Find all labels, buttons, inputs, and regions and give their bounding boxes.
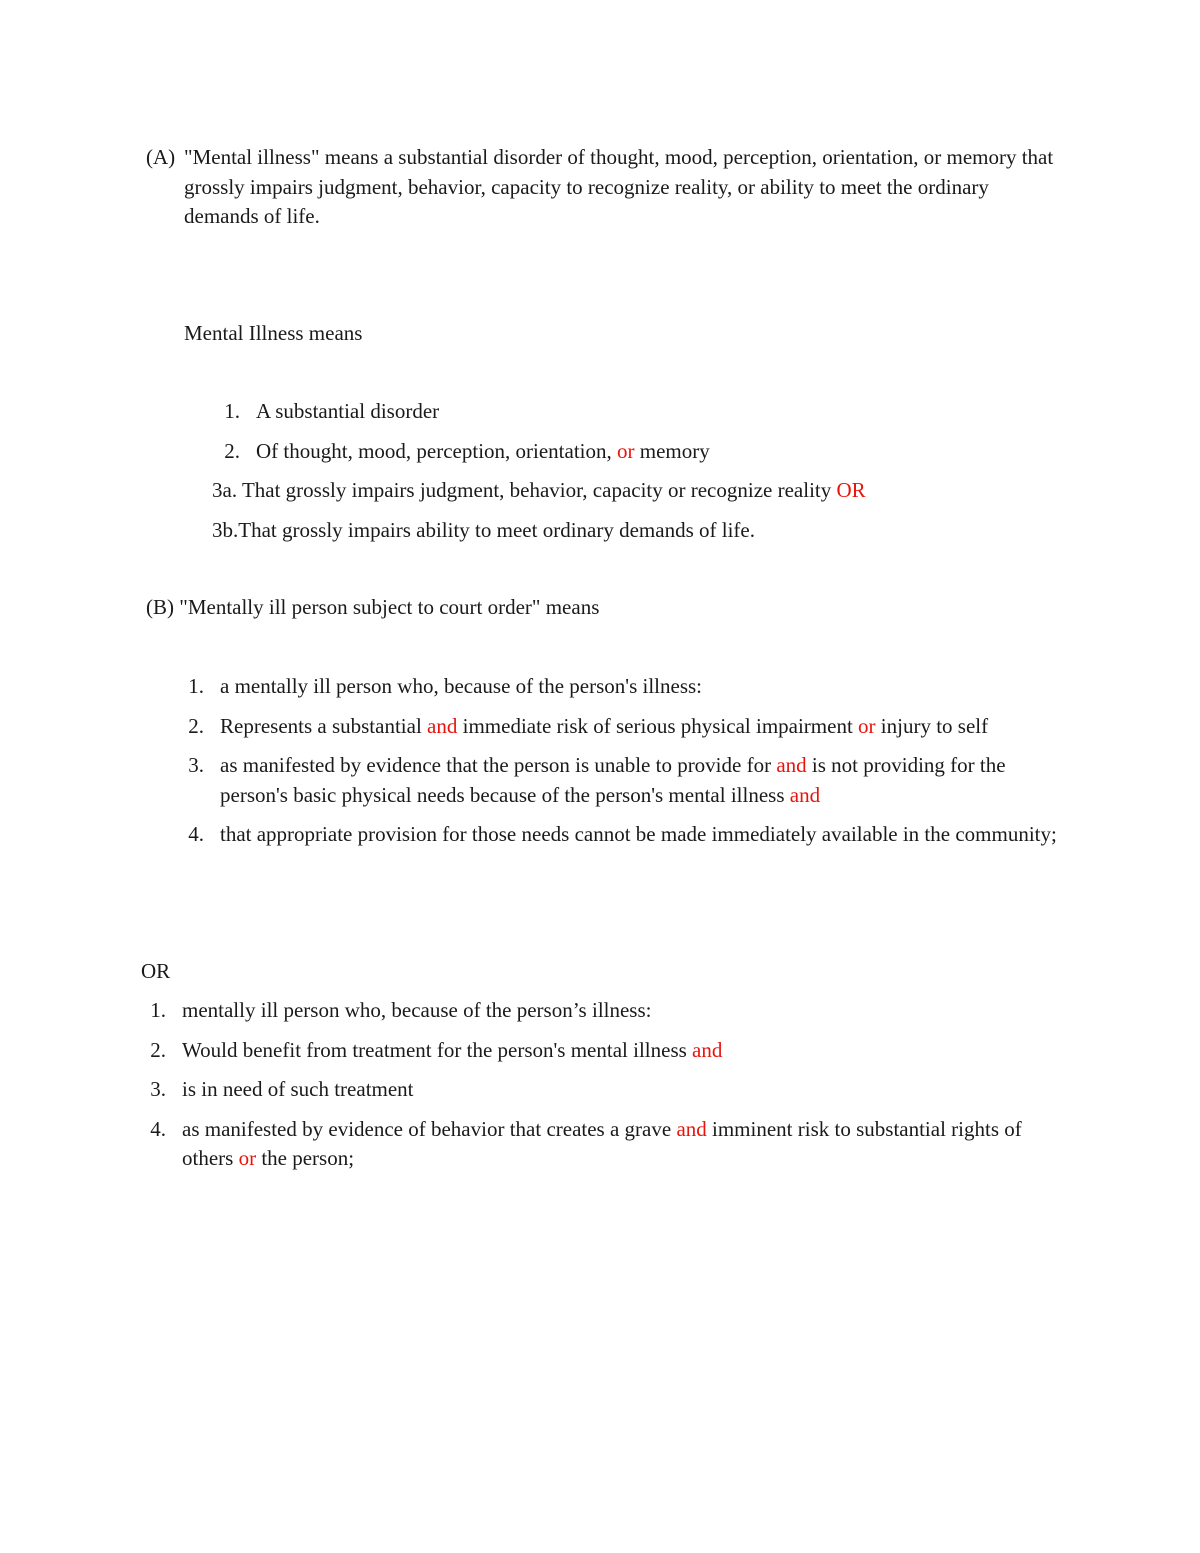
list-number: 4. bbox=[150, 1116, 166, 1141]
list-item bbox=[184, 672, 1064, 702]
section-b bbox=[146, 593, 599, 623]
list-text: That grossly impairs judgment, behavior, capacity or recognize reality bbox=[237, 478, 837, 502]
list-number: 3. bbox=[150, 1077, 166, 1101]
list-text: the person; bbox=[256, 1146, 355, 1170]
list-text: a mentally ill person who, because of the person's illness: bbox=[220, 674, 703, 698]
list-text: Represents a substantial bbox=[220, 713, 428, 738]
highlight-word: and bbox=[692, 1037, 723, 1062]
list-text: memory bbox=[634, 438, 710, 463]
list-text: That grossly impairs ability to meet ordinary demands of life. bbox=[238, 517, 755, 542]
section-a bbox=[146, 143, 1056, 232]
list-number: 1. bbox=[150, 998, 166, 1022]
list-text: as manifested by evidence that the person is unable to provide for bbox=[220, 753, 777, 777]
alternative-criteria-list bbox=[146, 996, 1056, 1184]
highlight-word: OR bbox=[836, 478, 866, 502]
highlight-word: and bbox=[776, 753, 807, 777]
list-item bbox=[184, 712, 1064, 742]
highlight-word: or bbox=[858, 713, 876, 738]
list-number: 2. bbox=[224, 438, 240, 463]
highlight-word: or bbox=[238, 1146, 257, 1170]
list-text: A substantial disorder bbox=[256, 399, 440, 423]
section-b-label: (B) bbox=[146, 595, 174, 619]
list-item bbox=[146, 996, 1056, 1026]
mental-illness-list bbox=[212, 397, 1072, 555]
highlight-word: and bbox=[427, 713, 458, 738]
list-number: 1. bbox=[188, 674, 204, 698]
list-number: 2. bbox=[188, 713, 204, 738]
list-item bbox=[184, 751, 1064, 810]
list-item bbox=[212, 397, 1072, 427]
highlight-word: or bbox=[617, 438, 635, 463]
list-text: as manifested by evidence of behavior that creates a grave bbox=[182, 1116, 677, 1141]
list-text: imminent risk to substantial rights of others bbox=[182, 1116, 1022, 1170]
list-text: Of thought, mood, perception, orientation, bbox=[256, 438, 618, 463]
list-number: 3b. bbox=[212, 517, 239, 542]
list-item bbox=[212, 476, 1072, 506]
list-text: is not providing for the person's basic physical needs because of the person's mental illness bbox=[220, 753, 1006, 807]
list-item bbox=[212, 437, 1072, 467]
list-number: 2. bbox=[150, 1037, 166, 1062]
mental-illness-heading: Mental Illness means bbox=[184, 321, 363, 345]
section-a-label: (A) bbox=[146, 145, 176, 169]
list-item bbox=[146, 1036, 1056, 1066]
highlight-word: and bbox=[789, 782, 821, 807]
list-item bbox=[184, 820, 1064, 850]
list-text: that appropriate provision for those needs cannot be made immediately available in the community; bbox=[220, 822, 1057, 846]
list-text: mentally ill person who, because of the person’s illness: bbox=[182, 998, 652, 1022]
section-a-text: "Mental illness" means a substantial disorder of thought, mood, perception, orientation, or memory that grossly impairs judgment, behavior, capacity to recognize reality, or ability to meet the ordinary demands of life. bbox=[184, 145, 1054, 228]
court-order-list bbox=[184, 672, 1064, 860]
list-number: 4. bbox=[188, 822, 204, 846]
list-text: is in need of such treatment bbox=[182, 1077, 414, 1101]
list-item bbox=[146, 1075, 1056, 1105]
list-number: 1. bbox=[224, 399, 240, 423]
list-text: immediate risk of serious physical impairment bbox=[457, 713, 859, 738]
section-b-text: "Mentally ill person subject to court order" means bbox=[179, 595, 600, 619]
list-text: Would benefit from treatment for the person's mental illness bbox=[182, 1037, 693, 1062]
highlight-word: and bbox=[676, 1116, 707, 1141]
or-separator: OR bbox=[141, 959, 171, 983]
list-number: 3. bbox=[188, 753, 204, 777]
list-item bbox=[146, 1115, 1056, 1174]
list-text: injury to self bbox=[875, 713, 989, 738]
list-number: 3a. bbox=[212, 478, 238, 502]
list-item bbox=[212, 516, 1072, 546]
